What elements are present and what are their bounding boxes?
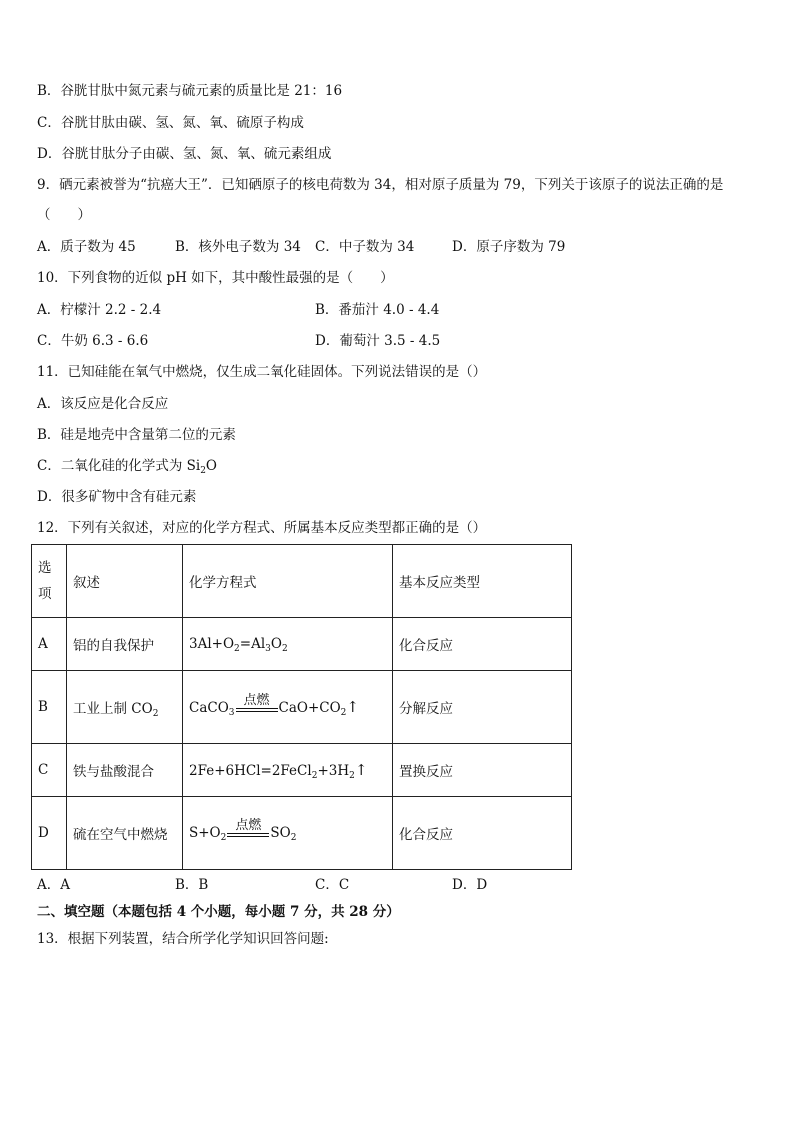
reaction-condition: 点燃 bbox=[227, 831, 269, 837]
row-a-desc: 铝的自我保护 bbox=[67, 618, 183, 671]
q12-answer-b: B．B bbox=[175, 877, 209, 893]
q8-option-c: C．谷胱甘肽由碳、氢、氮、氧、硫原子构成 bbox=[37, 115, 304, 131]
header-desc: 叙述 bbox=[67, 545, 183, 618]
q11-stem: 11．已知硅能在氧气中燃烧，仅生成二氧化硅固体。下列说法错误的是（） bbox=[37, 364, 487, 380]
q11-option-c: C．二氧化硅的化学式为 $Si_2O$ bbox=[37, 458, 217, 476]
row-c-type: 置换反应 bbox=[393, 744, 572, 797]
q10-option-d: D．葡萄汁 3.5 - 4.5 bbox=[315, 333, 441, 349]
q9-option-b: B．核外电子数为 34 bbox=[175, 239, 301, 255]
q10-option-b: B．番茄汁 4.0 - 4.4 bbox=[315, 302, 440, 318]
row-b-option: B bbox=[32, 671, 67, 744]
row-b-desc: 工业上制 $CO_2$ bbox=[67, 671, 183, 744]
table-row bbox=[32, 618, 572, 671]
q8-option-d: D．谷胱甘肽分子由碳、氢、氮、氧、硫元素组成 bbox=[37, 146, 332, 162]
q9-option-a: A．质子数为 45 bbox=[37, 239, 136, 255]
gas-arrow-icon: ↑ bbox=[346, 698, 359, 716]
row-d-option: D bbox=[32, 797, 67, 870]
gas-arrow-icon: ↑ bbox=[354, 761, 368, 779]
table-row bbox=[32, 744, 572, 797]
q11-option-a: A．该反应是化合反应 bbox=[37, 396, 169, 412]
q9-paren: （ ） bbox=[37, 207, 91, 223]
q12-stem: 12．下列有关叙述，对应的化学方程式、所属基本反应类型都正确的是（） bbox=[37, 520, 487, 536]
reaction-condition: 点燃 bbox=[236, 706, 278, 712]
q9-option-d: D．原子序数为 79 bbox=[452, 239, 566, 255]
header-equation: 化学方程式 bbox=[183, 545, 393, 618]
q11-option-b: B．硅是地壳中含量第二位的元素 bbox=[37, 427, 236, 443]
row-b-equation: CaCO$_3$ 点燃 $CaO+CO_2↑$ bbox=[183, 671, 393, 744]
row-d-type: 化合反应 bbox=[393, 797, 572, 870]
row-b-type: 分解反应 bbox=[393, 671, 572, 744]
table-row bbox=[32, 797, 572, 870]
q11-option-d: D．很多矿物中含有硅元素 bbox=[37, 489, 197, 505]
q10-option-c: C．牛奶 6.3 - 6.6 bbox=[37, 333, 149, 349]
row-c-option: C bbox=[32, 744, 67, 797]
q10-stem: 10．下列食物的近似 pH 如下，其中酸性最强的是（ ） bbox=[37, 270, 394, 286]
q10-option-a: A．柠檬汁 2.2 - 2.4 bbox=[37, 302, 162, 318]
table-row bbox=[32, 671, 572, 744]
q12-answer-d: D．D bbox=[452, 877, 488, 893]
q9-stem: 9．硒元素被誉为“抗癌大王”．已知硒原子的核电荷数为 34，相对原子质量为 79，下列关于该原子的说法正确的是 bbox=[37, 177, 724, 193]
table-header-row bbox=[32, 545, 572, 618]
header-option: 选 项 bbox=[32, 545, 67, 618]
row-d-desc: 硫在空气中燃烧 bbox=[67, 797, 183, 870]
header-type: 基本反应类型 bbox=[393, 545, 572, 618]
q8-option-b: B．谷胱甘肽中氮元素与硫元素的质量比是 21：16 bbox=[37, 83, 343, 99]
row-a-equation: $3Al+O_2=Al_3O_2$ bbox=[183, 618, 393, 671]
row-c-desc: 铁与盐酸混合 bbox=[67, 744, 183, 797]
row-d-equation: $S+O_2$ 点燃 $SO_2$ bbox=[183, 797, 393, 870]
q13-stem: 13．根据下列装置，结合所学化学知识回答问题: bbox=[37, 931, 329, 947]
section-2-title: 二、填空题（本题包括 4 个小题，每小题 7 分，共 28 分） bbox=[37, 904, 400, 920]
row-c-equation: $2Fe+6HCl=2FeCl_2+3H_2↑$ bbox=[183, 744, 393, 797]
q9-option-c: C．中子数为 34 bbox=[315, 239, 415, 255]
q12-answer-a: A．A bbox=[37, 877, 70, 893]
row-a-option: A bbox=[32, 618, 67, 671]
q12-table bbox=[31, 544, 572, 870]
q12-answer-c: C．C bbox=[315, 877, 350, 893]
row-a-type: 化合反应 bbox=[393, 618, 572, 671]
